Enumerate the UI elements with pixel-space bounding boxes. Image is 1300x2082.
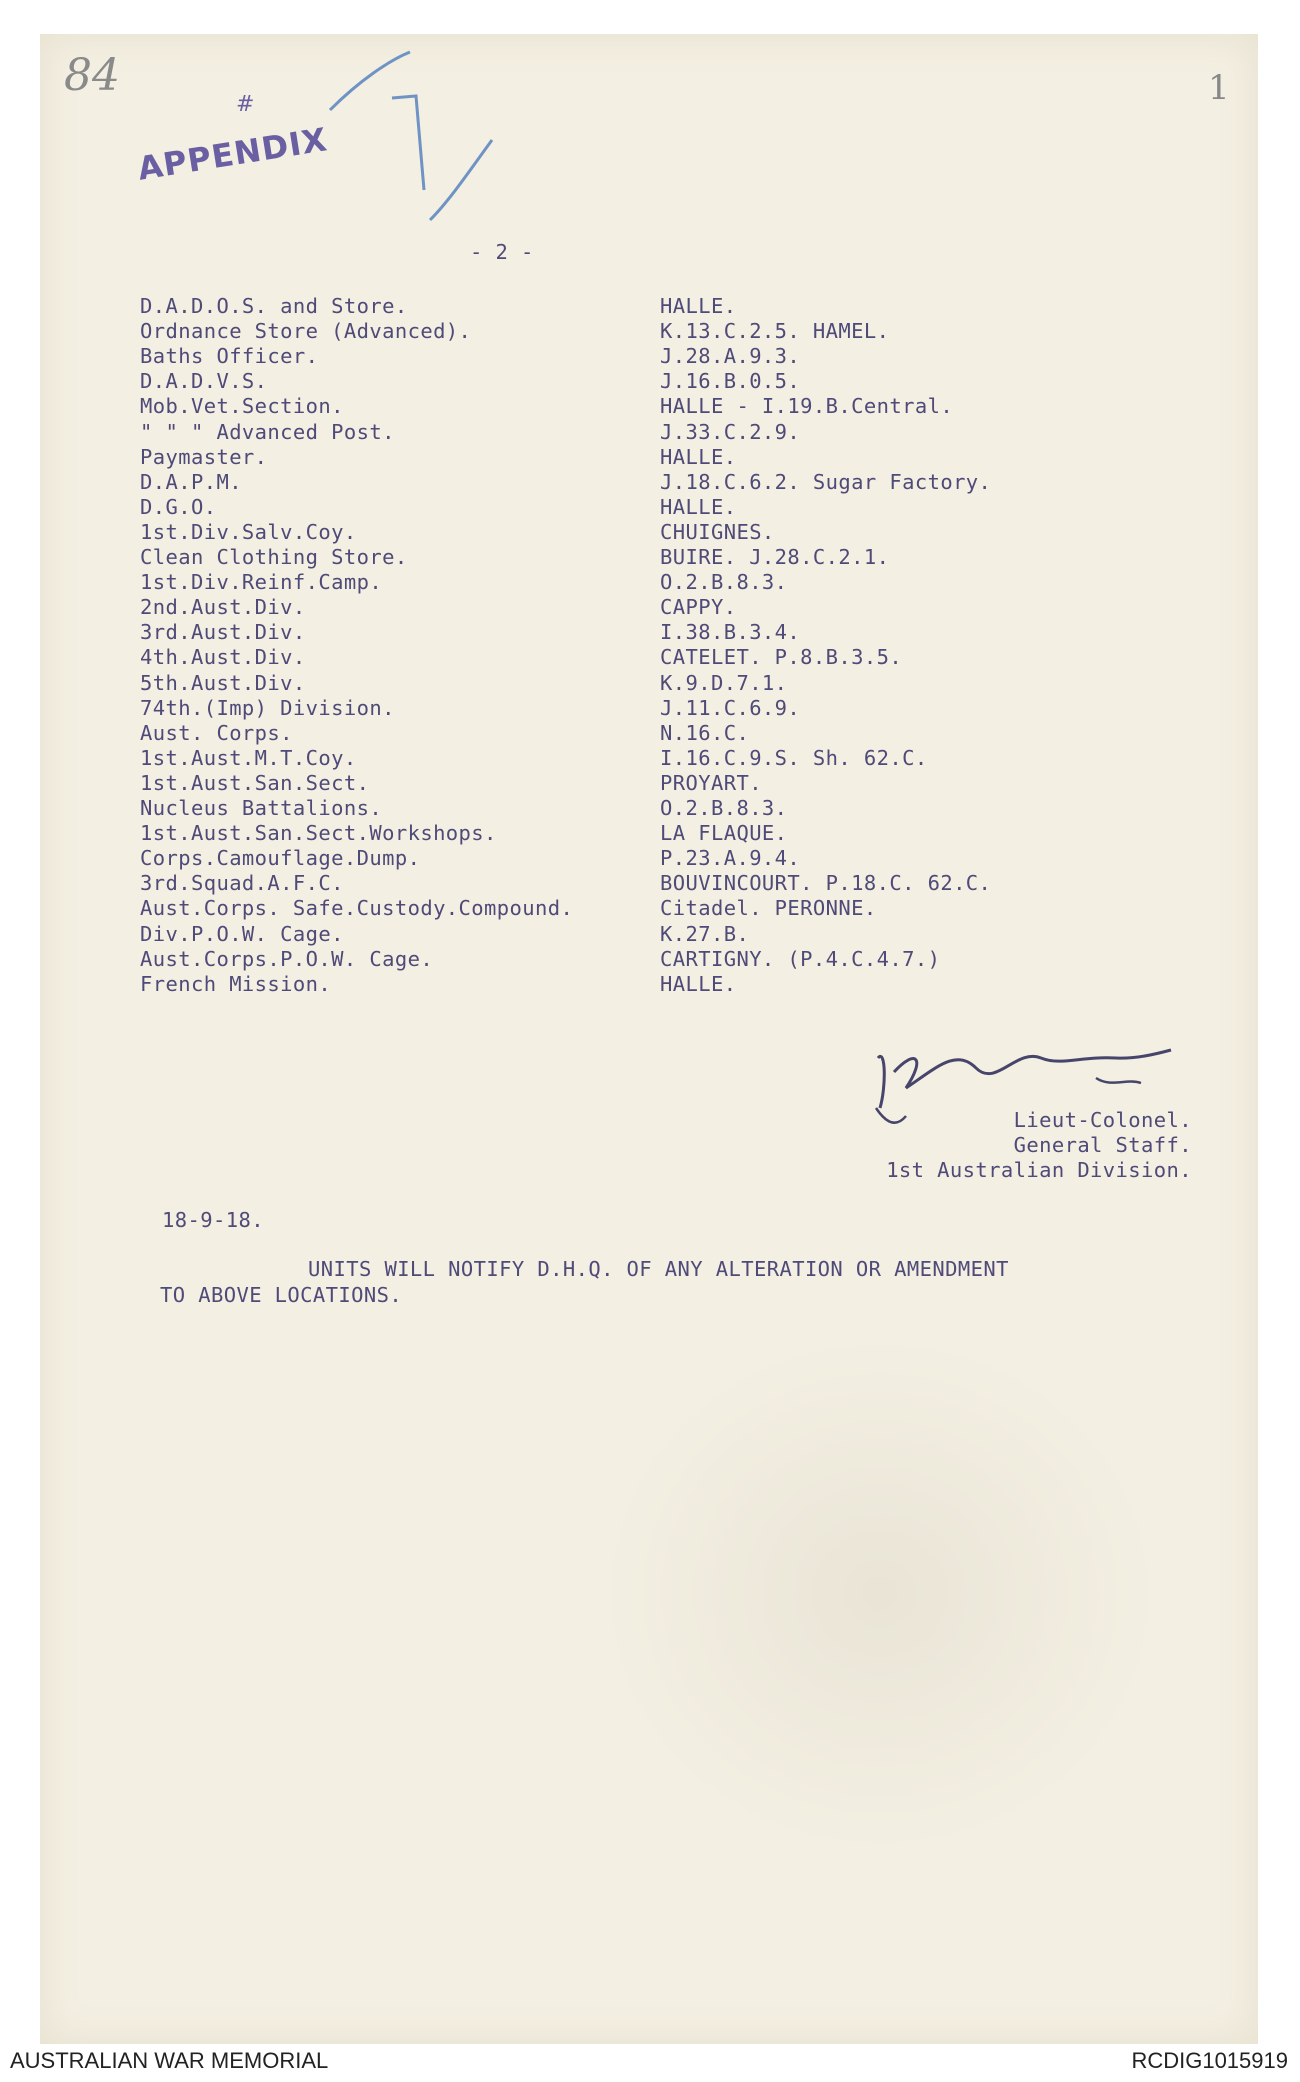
unit-name: D.A.D.V.S. xyxy=(140,369,268,394)
location-row xyxy=(140,595,1190,620)
unit-location: O.2.B.8.3. xyxy=(660,796,788,820)
location-row xyxy=(140,545,1190,570)
unit-name: 2nd.Aust.Div. xyxy=(140,595,306,620)
unit-name: 4th.Aust.Div. xyxy=(140,645,306,670)
unit-location: HALLE. xyxy=(660,444,737,469)
location-row xyxy=(140,369,1190,394)
corner-mark: 1 xyxy=(1208,68,1230,108)
location-row xyxy=(140,570,1190,595)
unit-location: K.27.B. xyxy=(660,921,750,946)
location-row xyxy=(140,671,1190,696)
notice-line-2: TO ABOVE LOCATIONS. xyxy=(160,1283,403,1307)
location-row xyxy=(140,319,1190,344)
appendix-stamp: APPENDIX xyxy=(135,120,331,188)
unit-name: 1st.Aust.San.Sect. xyxy=(140,770,370,795)
unit-name: Baths Officer. xyxy=(140,344,319,369)
location-row xyxy=(140,821,1190,846)
notice xyxy=(160,1256,1160,1308)
unit-name: Clean Clothing Store. xyxy=(140,545,408,569)
unit-location: HALLE. xyxy=(660,971,737,996)
unit-location: Citadel. PERONNE. xyxy=(660,896,877,921)
unit-name: Div.P.O.W. Cage. xyxy=(140,921,344,946)
location-row xyxy=(140,871,1190,896)
location-row xyxy=(140,721,1190,746)
unit-location: K.9.D.7.1. xyxy=(660,670,788,695)
location-row xyxy=(140,947,1190,972)
unit-location: J.16.B.0.5. xyxy=(660,369,801,394)
paper-stain xyxy=(600,1334,1160,1854)
unit-name: Corps.Camouflage.Dump. xyxy=(140,846,421,871)
location-row xyxy=(140,620,1190,645)
location-row xyxy=(140,394,1190,419)
unit-name: French Mission. xyxy=(140,971,332,996)
unit-name: " " " Advanced Post. xyxy=(140,419,395,444)
unit-location: CATELET. P.8.B.3.5. xyxy=(660,645,903,670)
notice-line-1: UNITS WILL NOTIFY D.H.Q. OF ANY ALTERATION OR AMENDMENT xyxy=(308,1257,1009,1281)
unit-name: 5th.Aust.Div. xyxy=(140,670,306,695)
location-row xyxy=(140,495,1190,520)
unit-location: J.18.C.6.2. Sugar Factory. xyxy=(660,469,992,494)
location-row xyxy=(140,896,1190,921)
location-row xyxy=(140,645,1190,670)
unit-location: HALLE - I.19.B.Central. xyxy=(660,394,954,419)
unit-name: 74th.(Imp) Division. xyxy=(140,695,395,720)
unit-location: CARTIGNY. (P.4.C.4.7.) xyxy=(660,946,941,971)
unit-name: D.G.O. xyxy=(140,494,217,519)
unit-name: 1st.Div.Salv.Coy. xyxy=(140,519,357,544)
unit-name: Ordnance Store (Advanced). xyxy=(140,319,472,344)
unit-location: I.16.C.9.S. Sh. 62.C. xyxy=(660,745,928,770)
unit-location: I.38.B.3.4. xyxy=(660,620,801,645)
pencil-marks-icon xyxy=(320,40,520,240)
location-row xyxy=(140,746,1190,771)
unit-name: 1st.Aust.San.Sect.Workshops. xyxy=(140,821,497,846)
signature-block xyxy=(722,1108,1192,1183)
location-row xyxy=(140,796,1190,821)
location-row xyxy=(140,445,1190,470)
unit-location: J.28.A.9.3. xyxy=(660,344,801,369)
location-row xyxy=(140,922,1190,947)
signatory-rank: Lieut-Colonel. xyxy=(1013,1108,1192,1132)
unit-location: P.23.A.9.4. xyxy=(660,846,801,871)
location-row xyxy=(140,470,1190,495)
footer-archive-name: AUSTRALIAN WAR MEMORIAL xyxy=(10,2048,329,2073)
unit-name: 3rd.Squad.A.F.C. xyxy=(140,871,344,896)
unit-name: Nucleus Battalions. xyxy=(140,796,383,820)
unit-location: K.13.C.2.5. HAMEL. xyxy=(660,319,890,344)
unit-name: Aust.Corps. Safe.Custody.Compound. xyxy=(140,896,574,921)
unit-location: J.33.C.2.9. xyxy=(660,419,801,444)
unit-location: HALLE. xyxy=(660,494,737,519)
document-date: 18-9-18. xyxy=(162,1208,264,1232)
unit-location: O.2.B.8.3. xyxy=(660,570,788,595)
unit-name: Paymaster. xyxy=(140,444,268,469)
unit-location: J.11.C.6.9. xyxy=(660,695,801,720)
location-row xyxy=(140,696,1190,721)
unit-name: 1st.Div.Reinf.Camp. xyxy=(140,570,383,595)
stamp-mark: # xyxy=(236,92,255,117)
unit-location: CHUIGNES. xyxy=(660,519,775,544)
unit-name: D.A.P.M. xyxy=(140,469,242,494)
unit-name: Mob.Vet.Section. xyxy=(140,394,344,419)
location-row xyxy=(140,972,1190,997)
unit-location: N.16.C. xyxy=(660,720,750,745)
location-row xyxy=(140,344,1190,369)
unit-name: 3rd.Aust.Div. xyxy=(140,620,306,645)
location-row xyxy=(140,294,1190,319)
signatory-division: 1st Australian Division. xyxy=(886,1158,1192,1182)
location-row xyxy=(140,771,1190,796)
location-row xyxy=(140,846,1190,871)
unit-name: Aust. Corps. xyxy=(140,720,293,745)
unit-name: Aust.Corps.P.O.W. Cage. xyxy=(140,946,434,971)
unit-location: BUIRE. J.28.C.2.1. xyxy=(660,545,890,569)
location-row xyxy=(140,520,1190,545)
unit-name: 1st.Aust.M.T.Coy. xyxy=(140,745,357,770)
unit-location: BOUVINCOURT. P.18.C. 62.C. xyxy=(660,871,992,896)
unit-location: PROYART. xyxy=(660,770,762,795)
signatory-staff: General Staff. xyxy=(1013,1133,1192,1157)
unit-location: LA FLAQUE. xyxy=(660,821,788,846)
footer-record-id: RCDIG1015919 xyxy=(1131,2048,1288,2073)
unit-name: D.A.D.O.S. and Store. xyxy=(140,294,408,318)
unit-location: HALLE. xyxy=(660,294,737,318)
unit-location: CAPPY. xyxy=(660,595,737,620)
location-row xyxy=(140,420,1190,445)
page-number: - 2 - xyxy=(470,240,534,264)
folio-number: 84 xyxy=(64,50,120,101)
